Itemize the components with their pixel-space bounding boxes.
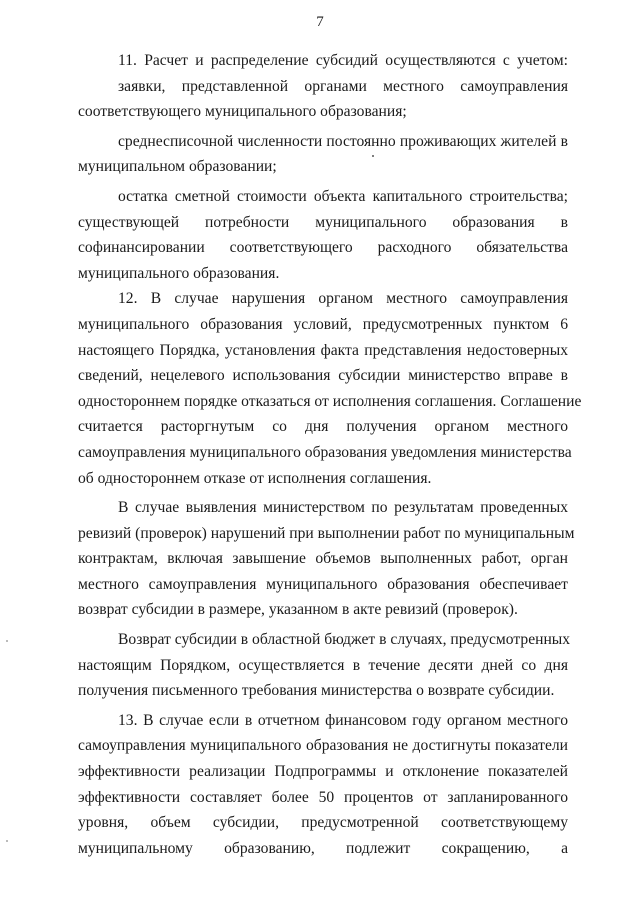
document-body xyxy=(78,48,582,861)
text-line: эффективности составляет более 50 процентов от запланированного xyxy=(78,788,568,806)
paragraph-12 xyxy=(78,286,582,491)
text-line: получения письменного требования министерства о возврате субсидии. xyxy=(78,682,555,700)
text-line: муниципального образования условий, предусмотренных пунктом 6 xyxy=(78,315,568,333)
text-line: 12. В случае нарушения органом местного самоуправления xyxy=(118,290,568,308)
text-line: В случае выявления министерством по результатам проведенных xyxy=(118,499,568,517)
text-line: самоуправления муниципального образования не достигнуты показатели xyxy=(78,737,568,755)
text-line: одностороннем порядке отказаться от исполнения соглашения. Соглашение xyxy=(78,392,582,410)
text-line: эффективности реализации Подпрограммы и отклонение показателей xyxy=(78,763,568,781)
text-line: среднесписочной численности постоянно проживающих жителей в xyxy=(118,132,568,150)
text-line: уровня, объем субсидии, предусмотренной соответствующему xyxy=(78,814,568,832)
text-line: остатка сметной стоимости объекта капитального строительства; xyxy=(118,187,568,205)
text-line: самоуправления муниципального образования уведомления министерства xyxy=(78,443,572,461)
text-line: муниципального образования. xyxy=(78,264,280,282)
paragraph-refund xyxy=(78,627,571,704)
text-line: возврат субсидии в размере, указанном в акте ревизий (проверок). xyxy=(78,601,518,619)
text-line: заявки, представленной органами местного самоуправления xyxy=(118,77,568,95)
text-line: контрактам, включая завышение объемов выполненных работ, орган xyxy=(78,550,568,568)
text-line: сведений, нецелевого использования субсидии министерство вправе в xyxy=(78,367,568,385)
paragraph-violations xyxy=(78,495,575,623)
text-line: софинансировании соответствующего расходного обязательства xyxy=(78,239,568,257)
page-number: 7 xyxy=(316,14,324,30)
text-line: считается расторгнутым со дня получения органом местного xyxy=(78,418,568,436)
text-line: существующей потребности муниципального образования в xyxy=(78,213,568,231)
text-line: 13. В случае если в отчетном финансовом году органом местного xyxy=(118,711,568,729)
text-line: об одностороннем отказе от исполнения соглашения. xyxy=(78,469,432,487)
text-line: соответствующего муниципального образования; xyxy=(78,103,407,121)
text-line: Возврат субсидии в областной бюджет в случаях, предусмотренных xyxy=(118,631,571,649)
scan-speck xyxy=(372,155,374,157)
paragraph-population xyxy=(78,129,568,180)
scan-speck xyxy=(6,840,8,842)
text-line: ревизий (проверок) нарушений при выполнении работ по муниципальным xyxy=(78,524,575,542)
paragraph-13 xyxy=(78,708,568,862)
text-line: муниципальном образовании; xyxy=(78,158,277,176)
text-line: настоящим Порядком, осуществляется в течение десяти дней со дня xyxy=(78,656,568,674)
text-line: настоящего Порядка, установления факта представления недостоверных xyxy=(78,341,568,359)
text-line: 11. Расчет и распределение субсидий осуществляются с учетом: xyxy=(118,52,568,69)
paragraph-11 xyxy=(78,48,568,74)
text-line: муниципальному образованию, подлежит сокращению, а xyxy=(78,839,568,857)
paragraph-remaining-cost xyxy=(78,184,568,286)
scan-speck xyxy=(6,640,8,642)
paragraph-requests xyxy=(78,74,568,125)
text-line: местного самоуправления муниципального образования обеспечивает xyxy=(78,575,568,593)
